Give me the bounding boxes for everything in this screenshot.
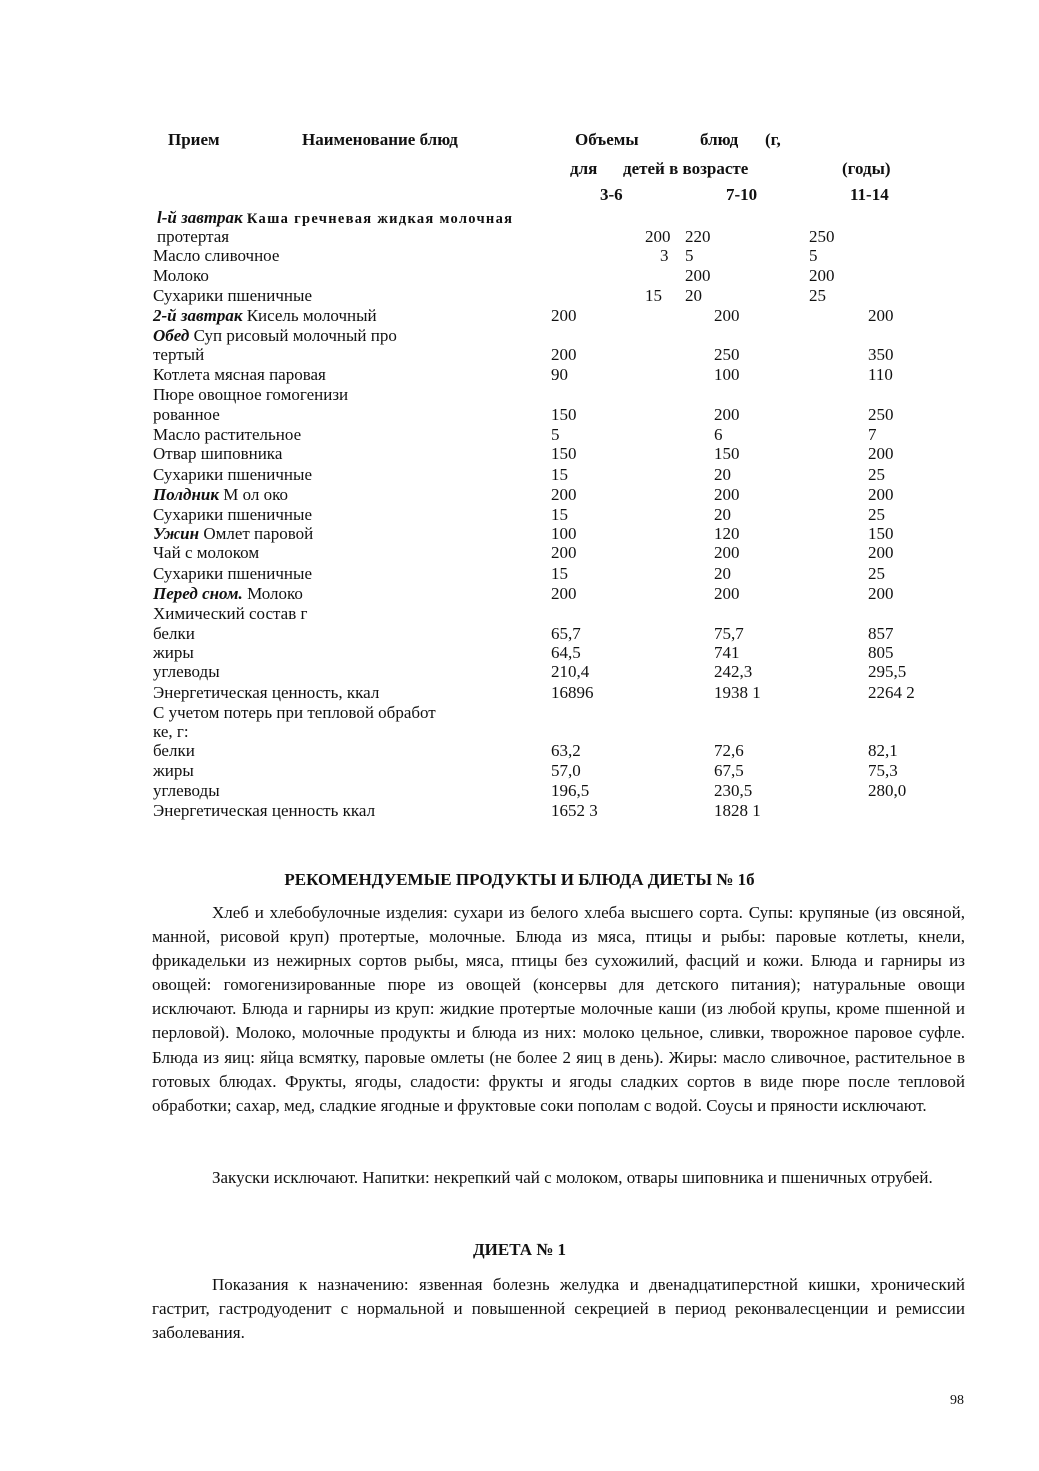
value-11-14: 75,3	[868, 761, 898, 780]
dish-name: Сухарики пшеничные	[153, 465, 312, 484]
value-3-6: 200	[551, 584, 577, 603]
value-11-14: 200	[868, 306, 894, 325]
dish-name: Каша гречневая жидкая молочная	[246, 211, 514, 227]
dish-name: Омлет паровой	[203, 524, 314, 543]
value-7-10: 200	[714, 405, 740, 424]
value-3-6: 5	[551, 425, 560, 444]
value-7-10: 1938 1	[714, 683, 761, 702]
paragraph: Показания к назначению: язвенная болезнь желудка и двенадцатиперстной кишки, хронический гастрит, гастродуоденит с нормальной и повышенной секрецией в период реконвалесценции и ремиссии заболевания.	[152, 1275, 965, 1343]
value-11-14: 110	[868, 365, 893, 384]
dish-name: М ол око	[223, 485, 288, 504]
value-7-10: 230,5	[714, 781, 753, 800]
dish-name: Масло растительное	[153, 425, 302, 444]
header-years: (годы)	[842, 159, 891, 178]
value-3-6: 150	[551, 444, 577, 463]
table-row	[0, 584, 1039, 604]
value-11-14: 280,0	[868, 781, 907, 800]
dish-name: Пюре овощное гомогенизи	[153, 385, 349, 404]
dish-name: Сухарики пшеничные	[153, 505, 312, 524]
meal-label: Перед сном.	[153, 584, 243, 603]
table-row	[0, 425, 1039, 445]
dish-name: белки	[153, 741, 195, 760]
dish-name: Химический состав г	[153, 604, 308, 623]
table-row	[0, 266, 1039, 286]
dish-name: углеводы	[153, 662, 220, 681]
value-7-10: 250	[714, 345, 740, 364]
header-age-3-6: 3-6	[600, 185, 623, 204]
value-7-10: 72,6	[714, 741, 744, 760]
value-7-10: 242,3	[714, 662, 753, 681]
value-3-6: 150	[551, 405, 577, 424]
table-row	[0, 564, 1039, 584]
paragraph: Хлеб и хлебобулочные изделия: сухари из белого хлеба высшего сорта. Супы: крупяные (из овсяной, манной, рисовой круп) протертые, молочные. Блюда из мяса, птицы и рыбы: паровые котлеты, кнели, фрикадельки из нежирных сортов рыбы, мяса, птицы без сухожилий, фасций и кожи. Блюда и гарниры из овощей: гомогенизированные пюре из овощей (консервы для детского питания); натуральные овощи исключают. Блюда и гарниры из круп: жидкие протертые молочные каши (из любой крупы, кроме пшенной и перловой). Молоко, молочные продукты и блюда из них: молоко цельное, сливки, творожное паровое суфле. Блюда из яиц: яйца всмятку, паровые омлеты (не более 2 яиц в день). Жиры: масло сливочное, растительное в готовых блюдах. Фрукты, ягоды, сладости: фрукты и ягоды сладких сортов в виде пюре после тепловой обработки; сахар, мед, сладкие ягодные и фруктовые соки пополам с водой. Соусы и пряности исключают.	[152, 903, 965, 1115]
table-row	[0, 604, 1039, 624]
table-row	[0, 385, 1039, 405]
dish-name: Сухарики пшеничные	[153, 286, 312, 305]
value-11-14: 25	[868, 505, 885, 524]
value-11-14: 200	[868, 543, 894, 562]
table-row	[0, 505, 1039, 525]
value-7-10: 200	[714, 485, 740, 504]
value-11-14: 5	[809, 246, 818, 265]
value-7-10: 20	[714, 505, 731, 524]
value-3-6: 200	[551, 543, 577, 562]
dish-name: Суп рисовый молочный про	[193, 326, 397, 345]
header-col-priem: Прием	[168, 130, 220, 149]
value-7-10: 200	[685, 266, 711, 285]
value-7-10: 6	[714, 425, 723, 444]
value-3-6: 63,2	[551, 741, 581, 760]
table-row	[0, 662, 1039, 682]
table-row	[0, 286, 1039, 306]
value-7-10: 75,7	[714, 624, 744, 643]
value-11-14: 25	[809, 286, 826, 305]
value-11-14: 250	[809, 227, 835, 246]
value-7-10: 200	[714, 543, 740, 562]
dish-name: рованное	[153, 405, 220, 424]
value-7-10: 120	[714, 524, 740, 543]
table-row	[0, 306, 1039, 326]
value-3-6: 200	[551, 345, 577, 364]
dish-name: жиры	[153, 643, 194, 662]
dish-name: Отвар шиповника	[153, 444, 283, 463]
table-row	[0, 465, 1039, 485]
header-for-word: для	[570, 159, 598, 178]
dish-name: протертая	[157, 227, 230, 246]
table-row	[0, 643, 1039, 663]
value-11-14: 150	[868, 524, 894, 543]
dish-name: жиры	[153, 761, 194, 780]
dish-name: Энергетическая ценность, ккал	[153, 683, 380, 702]
value-3-6: 57,0	[551, 761, 581, 780]
dish-name: тертый	[153, 345, 205, 364]
dish-name: Чай с молоком	[153, 543, 260, 562]
value-11-14: 200	[868, 444, 894, 463]
meal-label: Ужин	[153, 524, 200, 543]
value-11-14: 857	[868, 624, 894, 643]
dish-name: Сухарики пшеничные	[153, 564, 312, 583]
table-row	[0, 208, 1039, 228]
table-row	[0, 722, 1039, 742]
dish-name: С учетом потерь при тепловой обработ	[153, 703, 436, 722]
table-row	[0, 444, 1039, 464]
value-11-14: 350	[868, 345, 894, 364]
value-7-10: 200	[714, 306, 740, 325]
table-row	[0, 365, 1039, 385]
value-3-6: 15	[551, 564, 568, 583]
header-age-phrase: детей в возрасте	[623, 159, 749, 178]
table-row	[0, 345, 1039, 365]
header-dish-word: блюд	[700, 130, 739, 149]
meal-label: Полдник	[153, 485, 219, 504]
section-title: ДИЕТА № 1	[472, 1240, 567, 1259]
value-11-14: 250	[868, 405, 894, 424]
value-3-6: 15	[551, 465, 568, 484]
table-row	[0, 741, 1039, 761]
value-7-10: 100	[714, 365, 740, 384]
value-7-10: 20	[685, 286, 702, 305]
value-3-6: 3	[660, 246, 669, 265]
dish-name: белки	[153, 624, 195, 643]
value-7-10: 200	[714, 584, 740, 603]
dish-name: Котлета мясная паровая	[153, 365, 326, 384]
value-11-14: 25	[868, 564, 885, 583]
value-3-6: 65,7	[551, 624, 581, 643]
paragraph: Закуски исключают. Напитки: некрепкий чай с молоком, отвары шиповника и пшеничных отрубей.	[212, 1168, 933, 1187]
dish-name: ке, г:	[153, 722, 189, 741]
value-3-6: 210,4	[551, 662, 590, 681]
dish-name: углеводы	[153, 781, 220, 800]
value-11-14: 25	[868, 465, 885, 484]
page-number: 98	[950, 1393, 964, 1408]
value-3-6: 200	[551, 306, 577, 325]
value-3-6: 1652 3	[551, 801, 598, 820]
meal-label: 2-й завтрак	[153, 306, 243, 325]
table-row	[0, 761, 1039, 781]
value-7-10: 5	[685, 246, 694, 265]
header-age-11-14: 11-14	[850, 185, 889, 204]
value-11-14: 805	[868, 643, 894, 662]
value-7-10: 741	[714, 643, 740, 662]
table-row	[0, 781, 1039, 801]
table-row	[0, 624, 1039, 644]
value-3-6: 200	[645, 227, 671, 246]
table-row	[0, 524, 1039, 544]
value-3-6: 200	[551, 485, 577, 504]
value-11-14: 82,1	[868, 741, 898, 760]
value-7-10: 220	[685, 227, 711, 246]
table-row	[0, 543, 1039, 563]
table-row	[0, 703, 1039, 723]
meal-label: Обед	[153, 326, 190, 345]
dish-name: Энергетическая ценность ккал	[153, 801, 376, 820]
table-row	[0, 801, 1039, 821]
table-row	[0, 246, 1039, 266]
table-row	[0, 485, 1039, 505]
value-7-10: 150	[714, 444, 740, 463]
dish-name: Молоко	[153, 266, 209, 285]
header-volume-word: Объемы	[575, 130, 639, 149]
value-7-10: 20	[714, 465, 731, 484]
value-7-10: 1828 1	[714, 801, 761, 820]
header-units: (г,	[765, 130, 781, 149]
dish-name: Молоко	[247, 584, 303, 603]
value-3-6: 90	[551, 365, 568, 384]
value-3-6: 64,5	[551, 643, 581, 662]
header-col-name: Наименование блюд	[302, 130, 458, 149]
value-7-10: 20	[714, 564, 731, 583]
table-row	[0, 405, 1039, 425]
value-3-6: 15	[645, 286, 662, 305]
table-row	[0, 227, 1039, 247]
value-11-14: 200	[868, 485, 894, 504]
value-11-14: 200	[809, 266, 835, 285]
value-3-6: 16896	[551, 683, 594, 702]
value-3-6: 15	[551, 505, 568, 524]
value-11-14: 2264 2	[868, 683, 915, 702]
table-row	[0, 326, 1039, 346]
value-11-14: 295,5	[868, 662, 907, 681]
meal-label: l-й завтрак	[157, 208, 243, 227]
header-age-7-10: 7-10	[726, 185, 758, 204]
section-title: РЕКОМЕНДУЕМЫЕ ПРОДУКТЫ И БЛЮДА ДИЕТЫ № 1б	[284, 870, 755, 889]
dish-name: Масло сливочное	[153, 246, 280, 265]
value-11-14: 7	[868, 425, 877, 444]
value-7-10: 67,5	[714, 761, 744, 780]
table-row	[0, 683, 1039, 703]
value-3-6: 100	[551, 524, 577, 543]
value-11-14: 200	[868, 584, 894, 603]
value-3-6: 196,5	[551, 781, 590, 800]
dish-name: Кисель молочный	[246, 306, 377, 325]
